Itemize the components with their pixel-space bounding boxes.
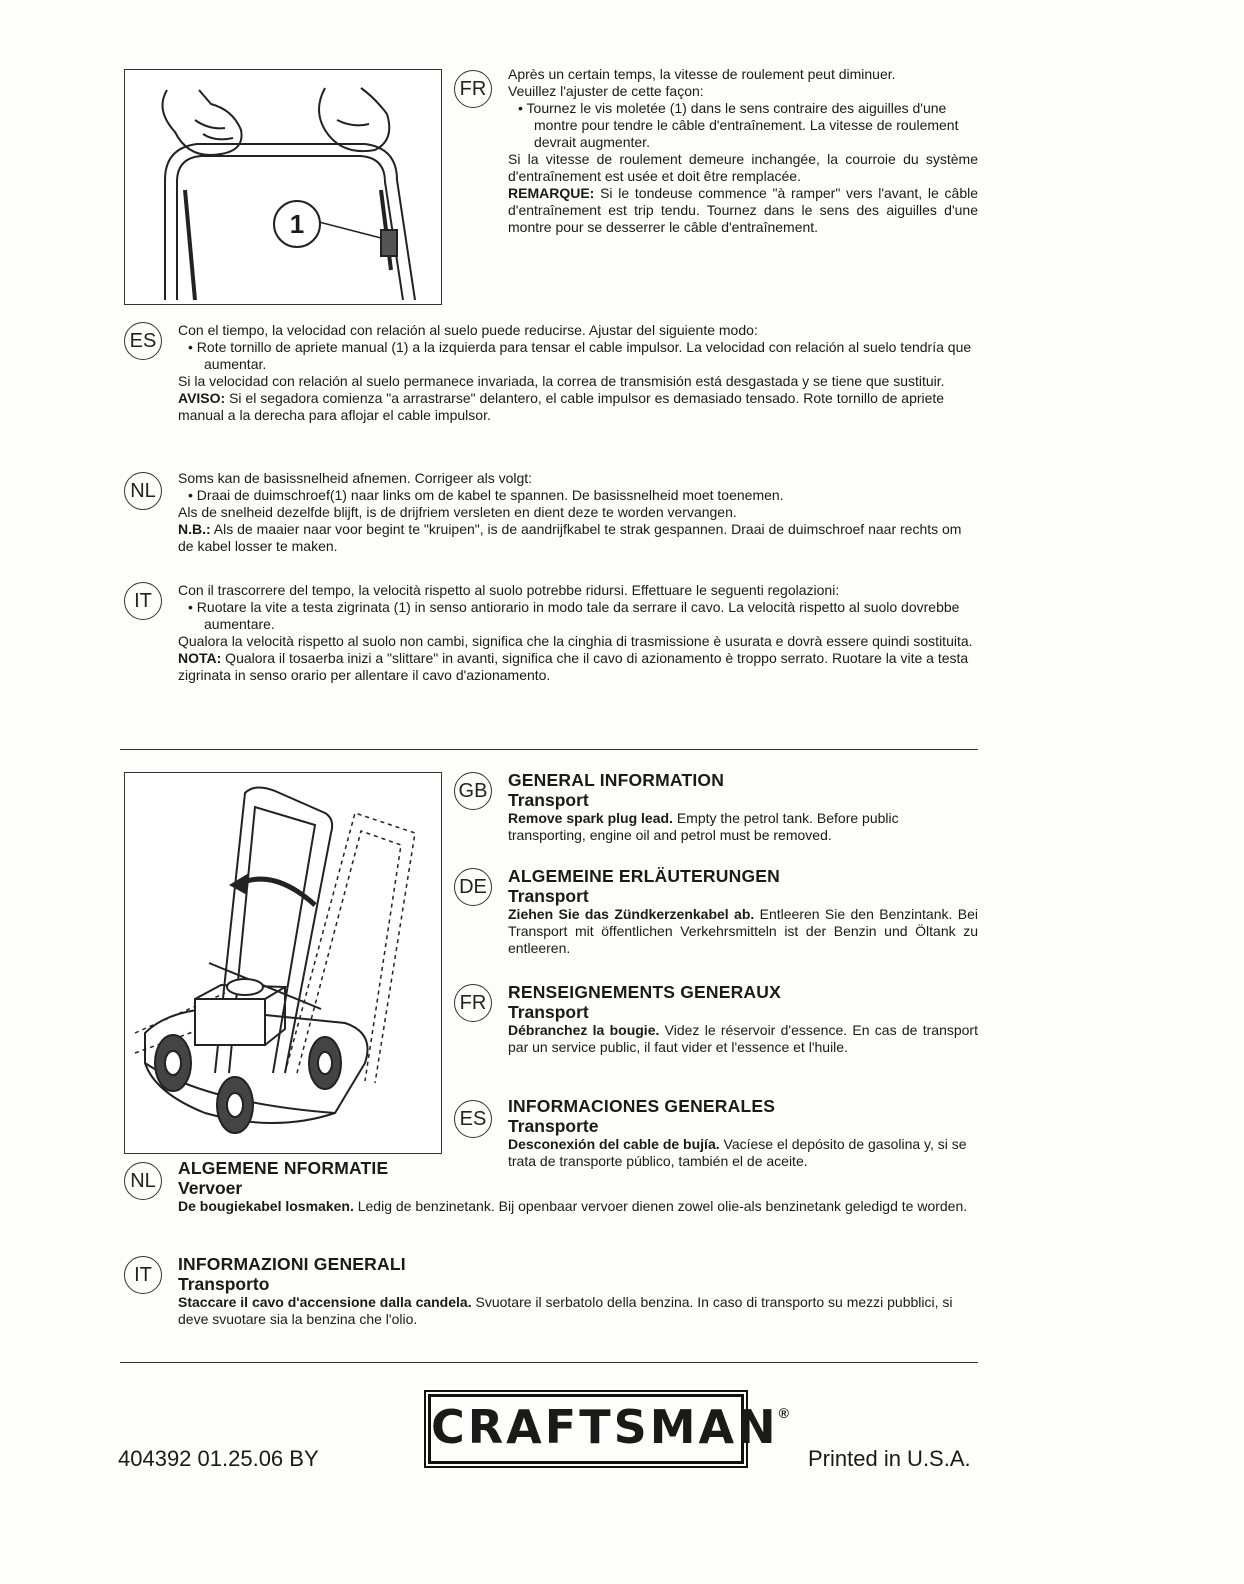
lang-badge-es: ES: [124, 322, 162, 360]
adjust-text-nl: Soms kan de basissnelheid afnemen. Corrigeer als volgt: • Draai de duimschroef(1) naar links om de kabel te spannen. De basissnelheid moet toenemen. Als de snelheid dezelfde blijft, is de drijfriem versleten en dient deze te worden vervangen. N.B.: Als de maaier naar voor begint te "kruipen", is de aandrijfkabel te strak gespannen. Draai de duimschroef naar rechts om de kabel losser te maken.: [178, 470, 962, 554]
transport-text-it: INFORMAZIONI GENERALI Transporto Staccare il cavo d'accensione dalla candela. Svuotare il serbatolo della benzina. In caso di transporto su mezzi pubblici, si deve svuotare sia la benzina che l'olio.: [178, 1254, 953, 1327]
transport-text-fr: RENSEIGNEMENTS GENERAUX Transport Débranchez la bougie. Videz le réservoir d'essence. En cas de transport par un service public, il faut vider et l'essence et l'huile.: [508, 982, 978, 1055]
adjust-text-it: Con il trascorrere del tempo, la velocità rispetto al suolo potrebbe ridursi. Effettuare le seguenti regolazioni: • Ruotare la vite a testa zigrinata (1) in senso antiorario in modo tale da serrare il cavo. La velocità rispetto al suolo dovrebbe aumentare. Qualora la velocità rispetto al suolo non cambi, significa che la cinghia di trasmissione è usurata e dovrà essere quindi sostituita. NOTA: Qualora il tosaerba inizi a "slittare" in avanti, significa che il cavo di azionamento è troppo serrato. Ruotare la vite a testa zigrinata in senso orario per allentare il cavo d'azionamento.: [178, 582, 973, 683]
mower-transport-figure: [124, 772, 442, 1154]
lang-badge-de: DE: [454, 868, 492, 906]
transport-text-gb: GENERAL INFORMATION Transport Remove spark plug lead. Empty the petrol tank. Before public transporting, engine oil and petrol must be removed.: [508, 770, 899, 843]
callout-number: 1: [273, 200, 321, 248]
lang-badge-it: IT: [124, 582, 162, 620]
handle-adjustment-figure: [124, 69, 442, 305]
craftsman-logo: CRAFTSMAN®: [428, 1394, 744, 1464]
mower-illustration: [125, 773, 441, 1153]
adjust-text-es: Con el tiempo, la velocidad con relación al suelo puede reducirse. Ajustar del siguiente modo: • Rote tornillo de apriete manual (1) a la izquierda para tensar el cable impulsor. La velocidad con relación al suelo tendría que aumentar. Si la velocidad con relación al suelo permanece invariada, la correa de transmisión está desgastada y se tiene que sustituir. AVISO: Si el segadora comienza "a arrastrarse" delantero, el cable impulsor es demasiado tensado. Rote tornillo de apriete manual a la derecha para aflojar el cable impulsor.: [178, 322, 972, 423]
transport-text-es: INFORMACIONES GENERALES Transporte Desconexión del cable de bujía. Vacíese el depósito de gasolina y, si se trata de transporte público, también el de aceite.: [508, 1096, 967, 1169]
handle-illustration: [125, 70, 441, 304]
lang-badge-gb: GB: [454, 772, 492, 810]
printed-in-usa: Printed in U.S.A.: [808, 1446, 971, 1471]
lang-badge-fr: FR: [454, 70, 492, 108]
adjust-text-fr: Après un certain temps, la vitesse de roulement peut diminuer. Veuillez l'ajuster de cette façon: • Tournez le vis moletée (1) dans le sens contraire des aiguilles d'une montre pour tendre le câble d'entraînement. La vitesse de roulement devrait augmenter. Si la vitesse de roulement demeure inchangée, la courroie du système d'entraînement est usée et doit être remplacée. REMARQUE: Si le tondeuse commence "à ramper" vers l'avant, le câble d'entraînement est trip tendu. Tournez dans le sens des aiguilles d'une montre pour se desserrer le câble d'entraînement.: [508, 66, 978, 235]
transport-text-de: ALGEMEINE ERLÄUTERUNGEN Transport Ziehen Sie das Zündkerzenkabel ab. Entleeren Sie den Benzintank. Bei Transport mit öffentlichen Verkehrsmitteln ist der Benzin und Öltank zu entleeren.: [508, 866, 978, 956]
lang-badge-es-transport: ES: [454, 1100, 492, 1138]
lang-badge-fr-transport: FR: [454, 984, 492, 1022]
document-code: 404392 01.25.06 BY: [118, 1446, 319, 1471]
lang-badge-nl: NL: [124, 472, 162, 510]
lang-badge-it-transport: IT: [124, 1256, 162, 1294]
lang-badge-nl-transport: NL: [124, 1162, 162, 1200]
transport-text-nl: ALGEMENE NFORMATIE Vervoer De bougiekabel losmaken. Ledig de benzinetank. Bij openbaar vervoer dienen zowel olie-als benzinetank geledigd te worden.: [178, 1158, 968, 1214]
footer-divider: [120, 1362, 978, 1363]
section-divider: [120, 749, 978, 750]
